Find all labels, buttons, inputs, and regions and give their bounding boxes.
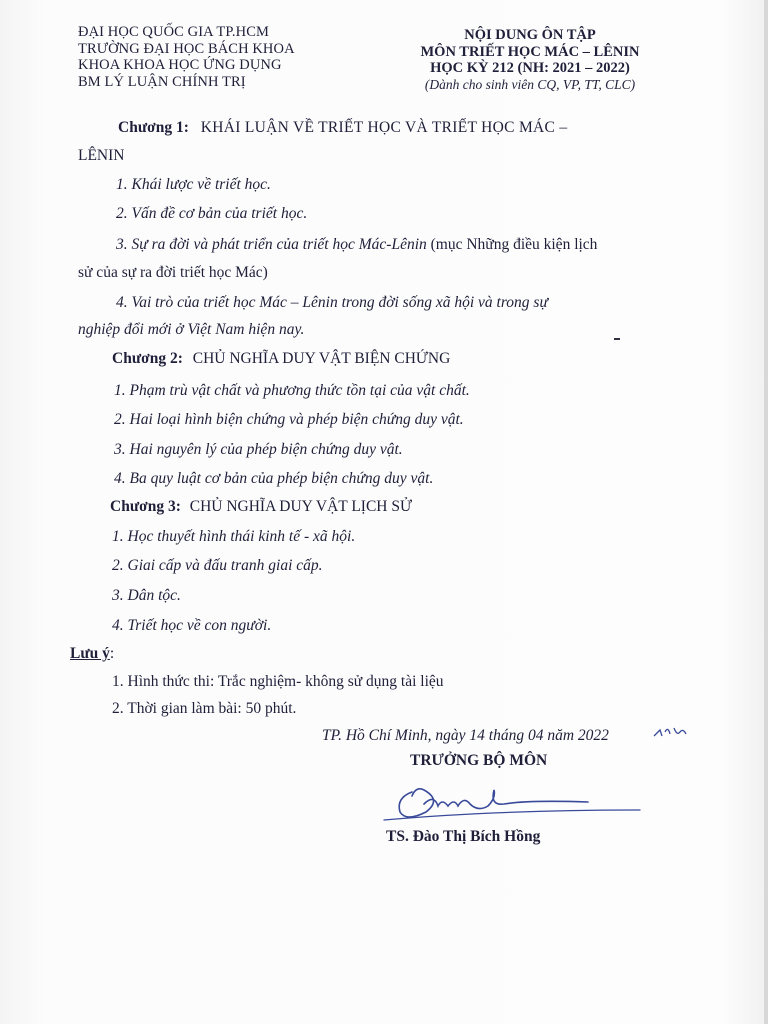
chapter1-item-4: 4. Vai trò của triết học Mác – Lênin trong đời sống xã hội và trong sự: [116, 294, 548, 311]
audience-note: (Dành cho sinh viên CQ, VP, TT, CLC): [424, 76, 636, 92]
notes-colon: :: [109, 645, 115, 662]
university-name: ĐẠI HỌC QUỐC GIA TP.HCM: [78, 24, 269, 40]
notes-label: Lưu ý: [70, 645, 110, 662]
school-name: TRƯỜNG ĐẠI HỌC BÁCH KHOA: [78, 40, 295, 57]
chapter3-item-1: 1. Học thuyết hình thái kinh tế - xã hội.: [112, 528, 356, 545]
chapter2-item-4: 4. Ba quy luật cơ bản của phép biện chứng duy vật.: [114, 470, 434, 487]
chapter1-item-1: 1. Khái lược về triết học.: [116, 176, 271, 193]
chapter1-item-3-cont: sử của sự ra đời triết học Mác): [78, 264, 268, 281]
course-name: MÔN TRIẾT HỌC MÁC – LÊNIN: [420, 43, 640, 60]
chapter3-heading: [110, 498, 412, 516]
chapter3-item-4: 4. Triết học về con người.: [112, 617, 272, 634]
head-title: TRƯỞNG BỘ MÔN: [410, 752, 548, 769]
chapter3-label: Chương 3:: [110, 498, 181, 515]
chapter1-item-3-italic: 3. Sự ra đời và phát triển của triết học Mác-Lênin: [116, 236, 427, 253]
chapter1-item-2: 2. Vấn đề cơ bản của triết học.: [116, 205, 308, 222]
chapter2-item-2: 2. Hai loại hình biện chứng và phép biện chứng duy vật.: [114, 411, 464, 428]
chapter3-item-3: 3. Dân tộc.: [112, 587, 181, 604]
chapter2-item-1: 1. Phạm trù vật chất và phương thức tồn tại của vật chất.: [114, 382, 470, 399]
institution-header: [78, 24, 295, 90]
chapter2-heading: [112, 350, 450, 368]
chapter3-item-2: 2. Giai cấp và đấu tranh giai cấp.: [112, 557, 323, 574]
chapter1-heading: [118, 119, 567, 137]
chapter2-label: Chương 2:: [112, 350, 183, 367]
initials-mark: [652, 722, 692, 744]
semester: HỌC KỲ 212 (NH: 2021 – 2022): [430, 60, 630, 76]
chapter1-item-4-cont: nghiệp đổi mới ở Việt Nam hiện nay.: [78, 321, 305, 338]
department-name: BM LÝ LUẬN CHÍNH TRỊ: [78, 73, 246, 90]
chapter1-item-3-rest: (mục Những điều kiện lịch: [426, 236, 598, 253]
chapter1-title-cont: LÊNIN: [78, 147, 125, 164]
chapter2-item-3: 3. Hai nguyên lý của phép biện chứng duy vật.: [114, 441, 403, 458]
chapter3-title: CHỦ NGHĨA DUY VẬT LỊCH SỬ: [189, 498, 413, 515]
notes-item-2: 2. Thời gian làm bài: 50 phút.: [112, 700, 297, 717]
faculty-name: KHOA KHOA HỌC ỨNG DỤNG: [78, 57, 282, 73]
notes-heading: [70, 645, 114, 663]
document-title-block: [385, 27, 675, 93]
chapter1-item-3: [116, 236, 597, 254]
date-line: TP. Hồ Chí Minh, ngày 14 tháng 04 năm 2022: [322, 727, 609, 744]
stray-mark: [614, 338, 620, 340]
notes-item-1: 1. Hình thức thi: Trắc nghiệm- không sử dụng tài liệu: [112, 673, 444, 690]
chapter1-label: Chương 1:: [118, 119, 189, 136]
chapter2-title: CHỦ NGHĨA DUY VẬT BIỆN CHỨNG: [192, 350, 451, 367]
chapter1-title: KHÁI LUẬN VỀ TRIẾT HỌC VÀ TRIẾT HỌC MÁC –: [200, 119, 568, 136]
signature: [378, 776, 648, 836]
document-title: NỘI DUNG ÔN TẬP: [464, 27, 596, 43]
signer-name: TS. Đào Thị Bích Hồng: [386, 828, 541, 845]
scan-edge: [764, 0, 768, 1024]
